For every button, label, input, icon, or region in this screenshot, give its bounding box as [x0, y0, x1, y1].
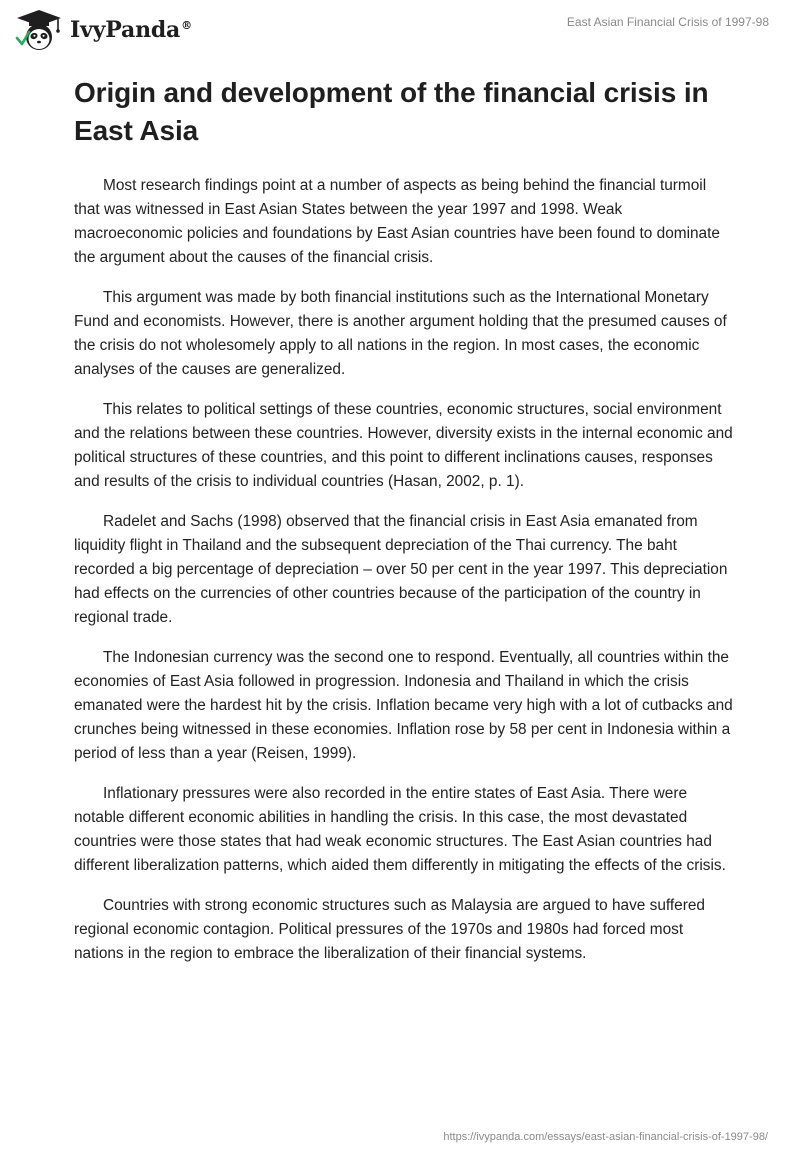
- article: [74, 74, 734, 982]
- paragraph-6: Inflationary pressures were also recorded in the entire states of East Asia. There were notable different economic abilities in handling the crisis. In this case, the most devastated countries were those states that had weak economic structures. The East Asian countries had different liberalization patterns, which aided them differently in mitigating the effects of the crisis.: [74, 785, 726, 874]
- paragraph-2: This argument was made by both financial institutions such as the International Monetary Fund and economists. However, there is another argument holding that the presumed causes of the crisis do not wholesomely apply to all nations in the region. In most cases, the economic analyses of the causes are generalized.: [74, 289, 727, 378]
- paragraph-4: Radelet and Sachs (1998) observed that the financial crisis in East Asia emanated from liquidity flight in Thailand and the subsequent depreciation of the Thai currency. The baht recorded a big percentage of depreciation – over 50 per cent in the year 1997. This depreciation had effects on the currencies of other countries because of the participation of the country in regional trade.: [74, 513, 728, 626]
- paragraph-1: Most research findings point at a number of aspects as being behind the financial turmoil that was witnessed in East Asian States between the year 1997 and 1998. Weak macroeconomic policies and foundations by East Asian countries have been found to dominate the argument about the causes of the financial crisis.: [74, 177, 720, 266]
- panda-graduation-cap-icon: [14, 8, 64, 52]
- brand-logo[interactable]: [14, 8, 192, 52]
- footer-url[interactable]: https://ivypanda.com/essays/east-asian-financial-crisis-of-1997-98/: [443, 1131, 768, 1143]
- brand-name: IvyPanda®: [70, 17, 192, 43]
- page-header: [0, 0, 800, 60]
- article-heading: Origin and development of the financial crisis in East Asia: [74, 77, 709, 146]
- paragraph-5: The Indonesian currency was the second one to respond. Eventually, all countries within the economies of East Asia followed in progression. Indonesia and Thailand in which the crisis emanated were the hardest hit by the crisis. Inflation became very high with a lot of cutbacks and crunches being witnessed in these economies. Inflation rose by 58 per cent in Indonesia within a period of less than a year (Reisen, 1999).: [74, 649, 733, 762]
- article-body: [74, 174, 734, 966]
- paragraph-3: This relates to political settings of these countries, economic structures, social environment and the relations between these countries. However, diversity exists in the internal economic and political structures of these countries, and this point to different inclinations causes, responses and results of the crisis to individual countries (Hasan, 2002, p. 1).: [74, 401, 733, 490]
- document-title: East Asian Financial Crisis of 1997-98: [566, 15, 769, 29]
- registered-mark: ®: [181, 18, 192, 32]
- paragraph-7: Countries with strong economic structures such as Malaysia are argued to have suffered regional economic contagion. Political pressures of the 1970s and 1980s had forced most nations in the region to embrace the liberalization of their financial systems.: [74, 897, 705, 962]
